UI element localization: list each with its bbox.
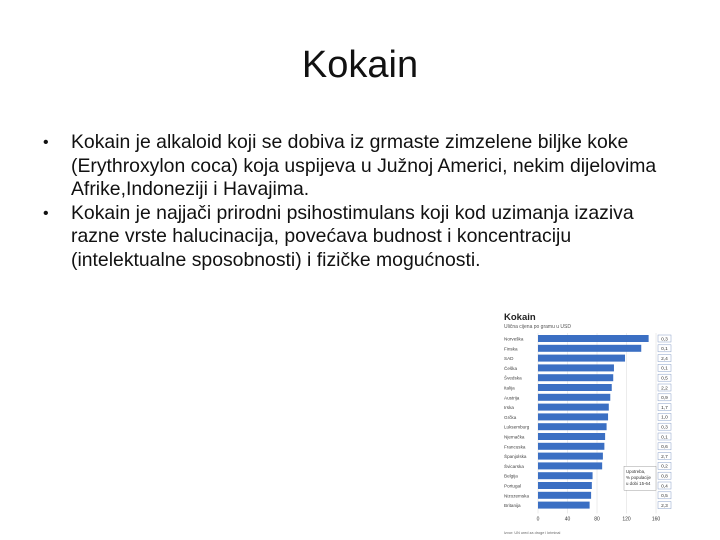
bar — [538, 364, 614, 371]
category-label: Irska — [504, 405, 514, 411]
right-value-label: 2,3 — [661, 503, 668, 509]
category-label: Finska — [504, 346, 518, 352]
right-value-label: 0,1 — [661, 366, 668, 372]
right-value-label: 0,9 — [661, 396, 668, 402]
right-value-label: 2,7 — [661, 454, 668, 460]
bullet-item — [40, 131, 680, 202]
right-value-label: 2,4 — [661, 356, 668, 362]
right-value-label: 0,3 — [661, 425, 668, 431]
right-value-label: 1,0 — [661, 415, 668, 421]
bar — [538, 413, 608, 420]
right-value-label: 0,4 — [661, 484, 668, 490]
category-label: Češka — [504, 365, 518, 371]
bullet-item — [40, 202, 680, 273]
category-label: Francuska — [504, 444, 526, 450]
bar — [538, 472, 593, 479]
bar — [538, 335, 649, 342]
right-value-label: 0,5 — [661, 494, 668, 500]
right-value-label: 0,3 — [661, 337, 668, 343]
right-value-label: 1,7 — [661, 405, 668, 411]
bar — [538, 453, 603, 460]
bar — [538, 482, 592, 489]
x-tick-label: 120 — [622, 516, 631, 523]
bullet-dot-icon: • — [43, 134, 49, 151]
bar — [538, 374, 613, 381]
slide-title: Kokain — [301, 44, 419, 86]
right-value-label: 0,2 — [661, 464, 668, 470]
category-label: Njemačka — [504, 434, 525, 440]
bar — [538, 355, 625, 362]
chart-svg — [502, 311, 678, 537]
x-tick-label: 80 — [594, 516, 600, 523]
right-value-label: 2,2 — [661, 386, 668, 392]
category-label: Belgija — [504, 473, 518, 479]
category-label: Nizozemska — [504, 493, 530, 499]
category-label: Portugal — [504, 483, 522, 489]
bar — [538, 404, 609, 411]
bar — [538, 502, 590, 509]
x-tick-label: 0 — [536, 516, 540, 523]
chart-source: Izvor: UN ured za droge i kriminal — [504, 531, 561, 535]
bar — [538, 384, 612, 391]
bar — [538, 433, 605, 440]
bullet-bold-lead: Kokain — [71, 131, 131, 153]
right-value-label: 0,1 — [661, 347, 668, 353]
bullet-list — [40, 131, 680, 273]
category-label: Švedska — [504, 375, 522, 381]
category-label: Grčka — [504, 414, 517, 420]
category-label: Španjolska — [504, 454, 527, 460]
right-value-label: 0,6 — [661, 445, 668, 451]
category-label: Italija — [504, 385, 515, 391]
bar — [538, 462, 602, 469]
bullet-text: je alkaloid koji se dobiva iz grmaste zimzelene biljke koke (Erythroxylon coca) koja uspijeva u Južnoj Americi, nekim dijelovima Afrike,Indoneziji i Havajima. — [71, 131, 657, 201]
category-label: Švicarska — [504, 463, 524, 469]
x-tick-label: 40 — [564, 516, 571, 523]
annotation-text: u dobi 15-64 — [626, 481, 651, 487]
bullet-dot-icon: • — [43, 204, 49, 222]
category-label: SAD — [504, 356, 514, 362]
bar — [538, 394, 610, 401]
bar — [538, 443, 604, 450]
chart-subtitle: Ulična cijena po gramu u USD — [504, 324, 571, 330]
chart-title: Kokain — [504, 312, 536, 323]
right-value-label: 0,8 — [661, 474, 668, 480]
category-label: Britanija — [504, 503, 521, 509]
right-value-label: 0,5 — [661, 376, 668, 382]
annotation-text: Upotreba, — [626, 469, 646, 475]
bar — [538, 423, 607, 430]
cocaine-price-chart — [502, 311, 678, 537]
bullet-text: Kokain je najjači prirodni psihostimulans koji kod uzimanja izaziva razne vrste halucinacija, povećava budnost i koncentraciju (intelektualne sposobnosti) i fizičke mogućnosti. — [71, 201, 634, 271]
bar — [538, 492, 591, 499]
category-label: Norveška — [504, 336, 524, 342]
category-label: Luksemburg — [504, 424, 530, 430]
x-tick-label: 160 — [651, 516, 661, 523]
annotation-text: % populacije — [626, 475, 651, 481]
right-value-label: 0,1 — [661, 435, 668, 441]
bar — [538, 345, 641, 352]
category-label: Austrija — [504, 395, 520, 401]
